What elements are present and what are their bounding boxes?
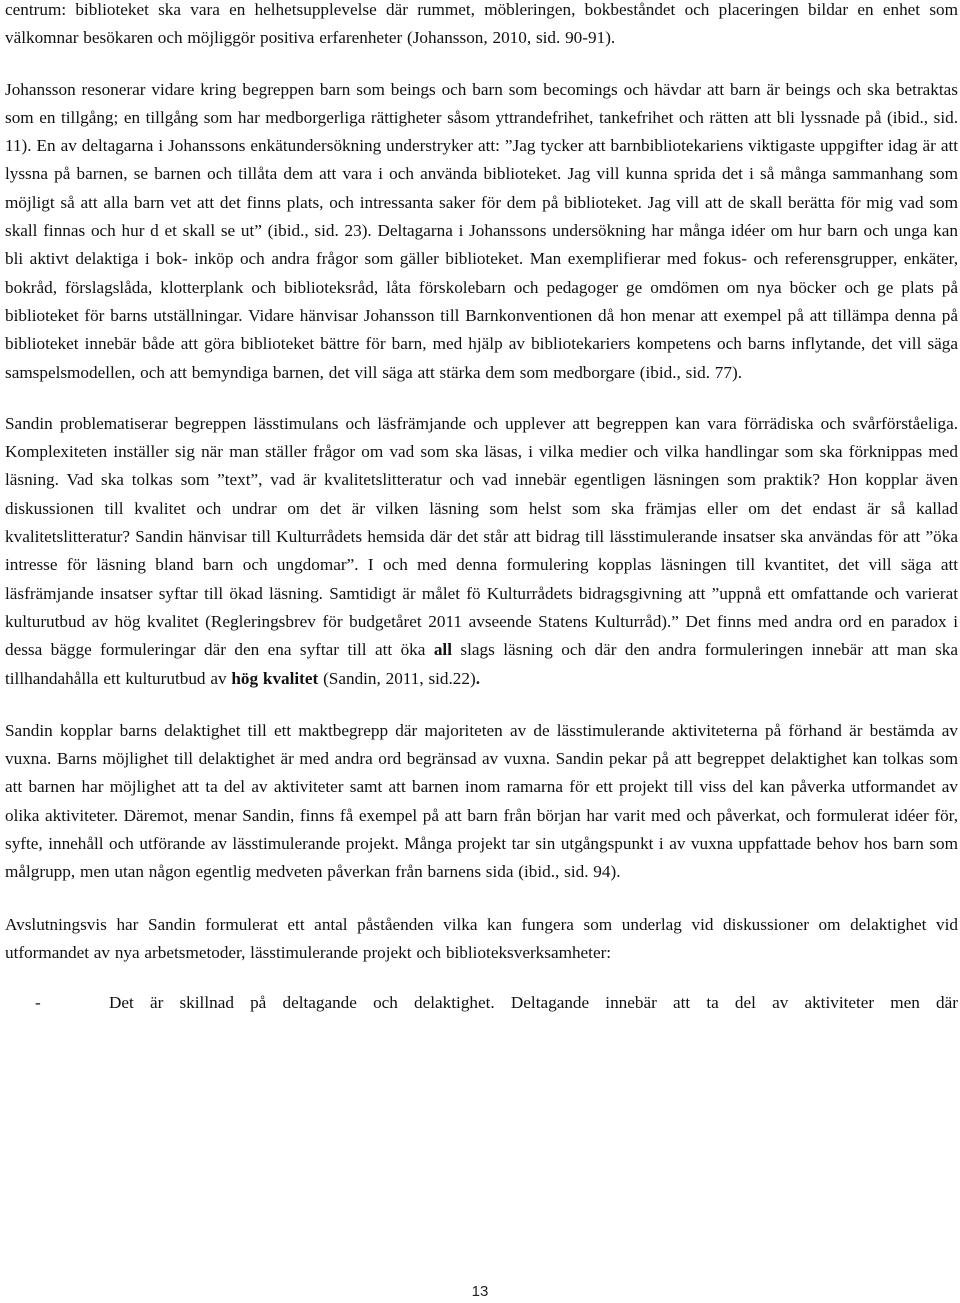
paragraph-3-bold-all: all xyxy=(433,640,452,660)
paragraph-3-text-a: Sandin problematiserar begreppen lässtimulans och läsfrämjande och upplever att begreppen kan vara förrädiska och svårförståeliga. Komplexiteten inställer sig när man ställer frågor om vad som ska läsas, i vilka medier och vilka handlingar som ska förknippas med läsning. Vad ska tolkas som ”text”, vad är kvalitetslitteratur och vad innebär egentligen läsningen som praktik? Hon kopplar även diskussionen till kvalitet och undrar om det är vilken läsning som helst som ska främjas eller om det endast är så kallad kvalitetslitteratur? Sandin hänvisar till Kulturrådets hemsida där det står att bidrag till lässtimulerande insatser ska användas för att ”öka intresse för läsning bland barn och ungdomar”. I och med denna formulering kopplas läsningen till kvantitet, det vill säga att läsfrämjande insatser syftar till ökad läsning. Samtidigt är målet fö Kulturrådets bidragsgivning att ”uppnå ett omfattande och varierat kulturutbud av hög kvalitet (Regleringsbrev för budgetåret 2011 avseende Statens Kulturråd).” Det finns med andra ord en paradox i dessa bägge formuleringar där den ena syftar till att öka xyxy=(5,413,958,660)
paragraph-2: Johansson resonerar vidare kring begreppen barn som beings och barn som becomings och hävdar att barn är beings och ska betraktas som en tillgång; en tillgång som har medborgerliga rättigheter såsom yttrandefrihet, tankefrihet och rätten att bli lyssnade på (ibid., sid. 11). En av deltagarna i Johanssons enkätundersökning understryker att: ”Jag tycker att barnbibliotekariens viktigaste uppgifter idag är att lyssna på barnen, se barnen och tillåta dem att vara i och använda biblioteket. Jag vill kunna sprida det i så många sammanhang som möjligt så att alla barn vet att det finns plats, och intressanta saker för dem på biblioteket. Jag vill att de skall berätta för mig vad som skall finnas och hur d et skall se ut” (ibid., sid. 23). Deltagarna i Johanssons undersökning har många idéer om hur barn och unga kan bli aktivt delaktiga i bok- inköp och andra frågor som gäller biblioteket. Man exemplifierar med fokus- och referensgrupper, enkäter, bokråd, förslagslåda, klotterplank och biblioteksråd, låta förskolebarn och pedagoger ge omdömen om nya böcker och ge plats på biblioteket för barns utställningar. Vidare hänvisar Johansson till Barnkonventionen då hon menar att exempel på att tillämpa denna på biblioteket innebär både att göra biblioteket bättre för barn, med hjälp av bibliotekariers kompetens och barns inflytande, det vill säga samspelsmodellen, och att bemyndiga barnen, det vill säga att stärka dem som medborgare (ibid., sid. 77). xyxy=(5,79,958,382)
page-number: 13 xyxy=(471,1283,489,1300)
paragraph-3 xyxy=(5,410,958,693)
paragraph-3-bold-hog-kvalitet: hög kvalitet xyxy=(231,668,319,688)
bullet-marker: - xyxy=(35,993,41,1013)
paragraph-5: Avslutningsvis har Sandin formulerat ett antal påståenden vilka kan fungera som underlag vid diskussioner om delaktighet vid utformandet av nya arbetsmetoder, lässtimulerande projekt och biblioteksverksamheter: xyxy=(5,914,958,962)
paragraph-3-text-b: slags läsning och där den andra formuleringen innebär att man ska tillhandahålla ett kulturutbud av xyxy=(5,640,958,688)
paragraph-4: Sandin kopplar barns delaktighet till ett maktbegrepp där majoriteten av de lässtimulerande aktiviteterna på förhand är bestämda av vuxna. Barns möjlighet till delaktighet är med andra ord begränsad av vuxna. Sandin pekar på att begreppet delaktighet kan tolkas som att barnen har möjlighet att ta del av aktiviteter samt att barnen inom ramarna för ett projekt till viss del kan påverka utformandet av olika aktiviteter. Däremot, menar Sandin, finns få exempel på att barn från början har varit med och påverkat, och formulerat idéer för, syfte, innehåll och utförande av lässtimulerande projekt. Många projekt tar sin utgångspunkt i av vuxna uppfattade behov hos barn som målgrupp, men utan någon egentlig medveten påverkan från barnens sida (ibid., sid. 94). xyxy=(5,720,958,882)
bullet-text: Det är skillnad på deltagande och delaktighet. Deltagande innebär att ta del av aktiviteter men där xyxy=(109,993,958,1013)
paragraph-1: centrum: biblioteket ska vara en helhetsupplevelse där rummet, möbleringen, bokbeståndet och placeringen bildar en enhet som välkomnar besökaren och möjliggör positiva erfarenheter (Johansson, 2010, sid. 90-91). xyxy=(5,0,958,48)
bullet-item xyxy=(5,989,958,1017)
paragraph-3-bold-period: . xyxy=(475,668,481,688)
paragraph-3-text-c: (Sandin, 2011, sid.22) xyxy=(318,668,476,688)
document-page xyxy=(5,0,958,1018)
